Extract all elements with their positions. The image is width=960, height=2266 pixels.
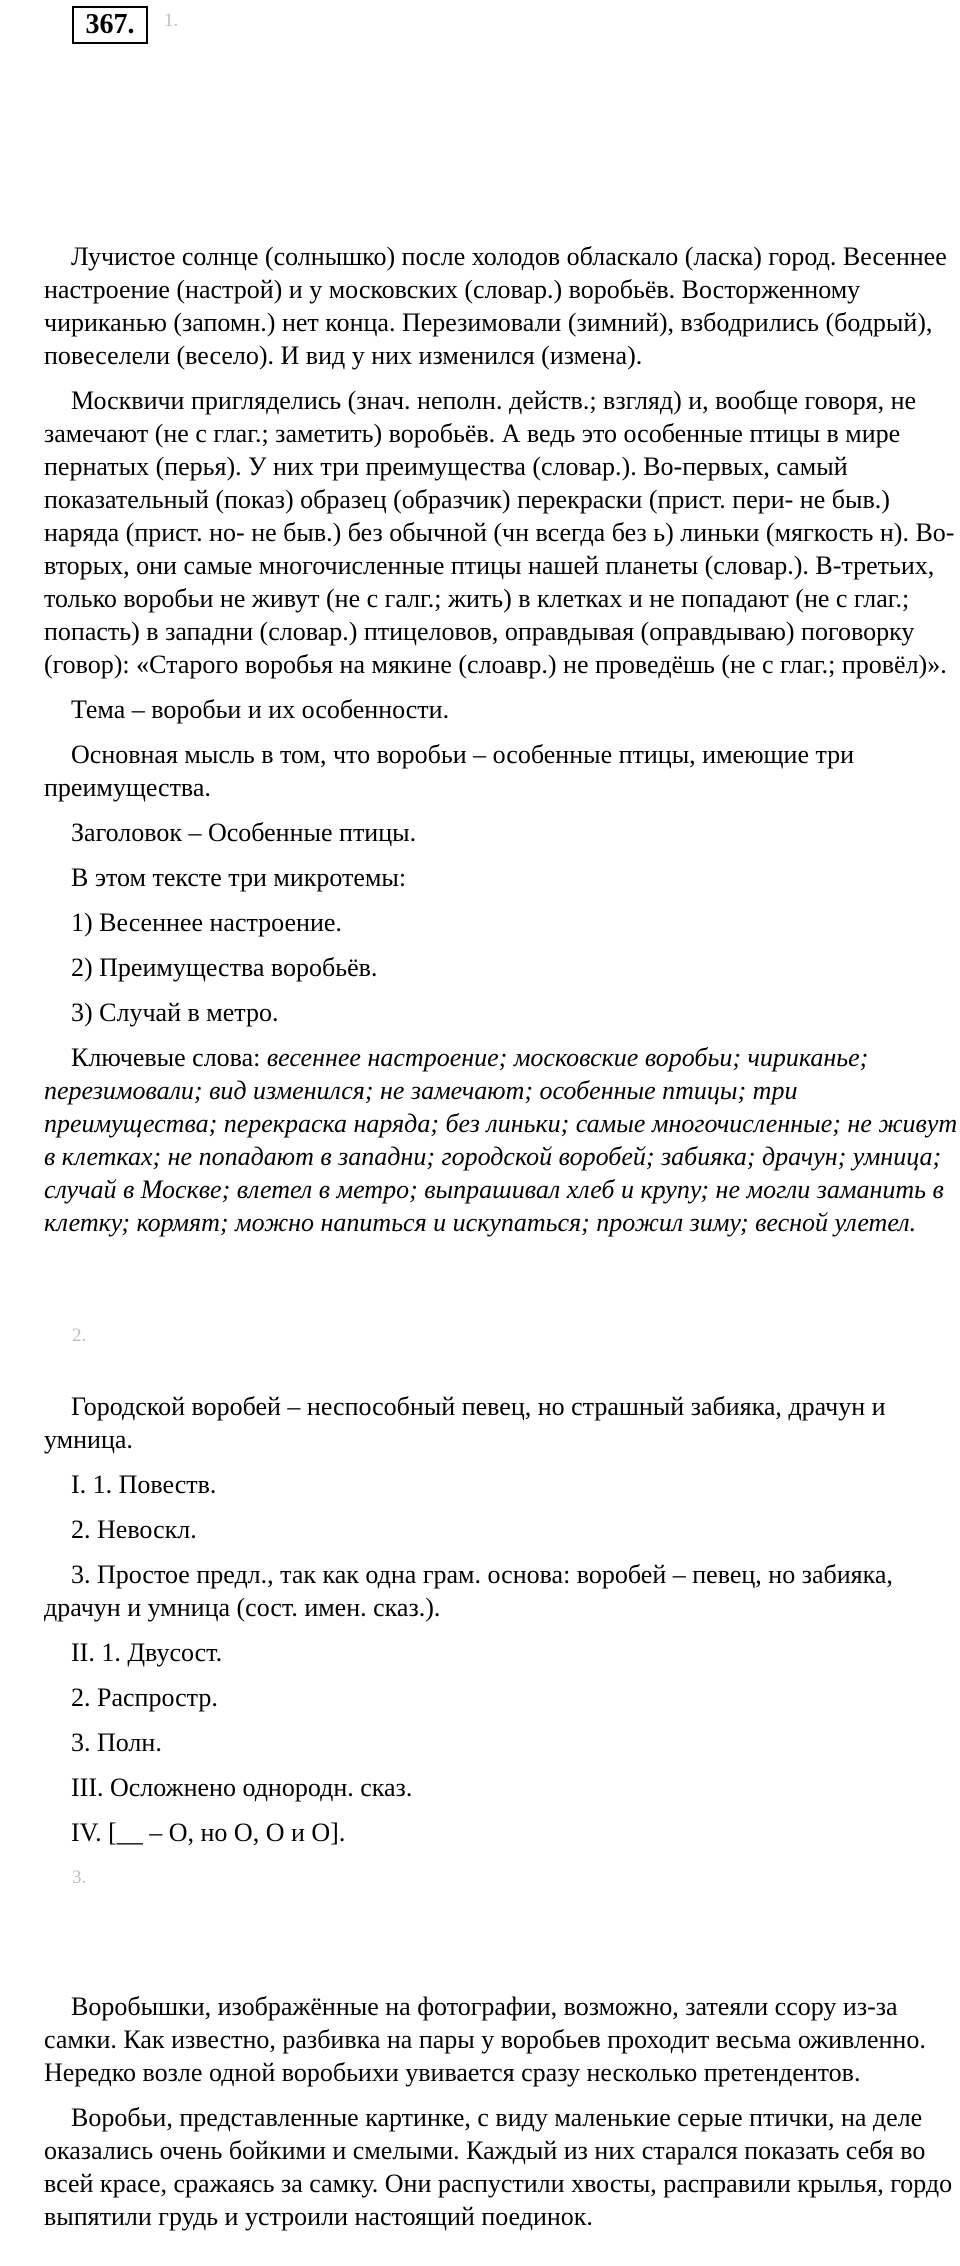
analysis-line: 2. Распростр.	[71, 1683, 218, 1712]
analysis-line: 2. Невоскл.	[71, 1515, 197, 1544]
part1-text	[44, 240, 958, 1251]
section-label-2: 2.	[72, 1325, 87, 1346]
analysis-line: III. Осложнено однородн. сказ.	[71, 1773, 413, 1802]
keywords-paragraph	[44, 1041, 958, 1239]
microtheme-item: 3) Случай в метро.	[71, 998, 279, 1027]
keywords-list: весеннее настроение; московские воробьи; чириканье; перезимовали; вид изменился; не замечают; особенные птицы; три преимущества; перекраска наряда; без линьки; самые многочисленные; не живут в клетках; не попадают в западни; городской воробей; забияка; драчун; умница; случай в Москве; влетел в метро; выпрашивал хлеб и крупу; не могли заманить в клетку; кормят; можно напиться и искупаться; прожил зиму; весной улетел.	[44, 1043, 958, 1237]
analysis-line: 3. Простое предл., так как одна грам. основа: воробей – певец, но забияка, драчун и умница (сост. имен. сказ.).	[44, 1560, 893, 1622]
part3-text	[44, 1990, 958, 2245]
heading-line: Заголовок – Особенные птицы.	[71, 818, 417, 847]
keywords-label: Ключевые слова:	[71, 1043, 261, 1072]
analysis-line: 3. Полн.	[71, 1728, 162, 1757]
main-idea: Основная мысль в том, что воробьи – особенные птицы, имеющие три преимущества.	[44, 740, 855, 802]
section-label-3: 3.	[72, 1867, 87, 1888]
task-number: 367.	[72, 6, 148, 44]
analysis-line: I. 1. Повеств.	[71, 1470, 217, 1499]
microthemes-intro: В этом тексте три микротемы:	[71, 863, 407, 892]
analysis-line: II. 1. Двусост.	[71, 1638, 223, 1667]
microtheme-item: 2) Преимущества воробьёв.	[71, 953, 378, 982]
section-label-1: 1.	[164, 10, 179, 31]
analysis-line: IV. [__ – О, но О, О и О].	[71, 1818, 346, 1847]
part1-paragraph: Лучистое солнце (солнышко) после холодов обласкало (ласка) город. Весеннее настроение (настрой) и у московских (словар.) воробьёв. Восторженному чириканью (запомн.) нет конца. Перезимовали (зимний), взбодрились (бодрый), повеселели (весело). И вид у них изменился (измена).	[44, 242, 947, 370]
part2-text	[44, 1390, 958, 1861]
part1-paragraph: Москвичи пригляделись (знач. неполн. действ.; взгляд) и, вообще говоря, не замечают (не с глаг.; заметить) воробьёв. А ведь это особенные птицы в мире пернатых (перья). У них три преимущества (словар.). Во-первых, самый показательный (показ) образец (образчик) перекраски (прист. пери- не быв.) наряда (прист. но- не быв.) без обычной (чн всегда без ь) линьки (мягкость н). Во-вторых, они самые многочисленные птицы нашей планеты (словар.). В-третьих, только воробьи не живут (не с галг.; жить) в клетках и не попадают (не с глаг.; попасть) в западни (словар.) птицеловов, оправдывая (оправдываю) поговорку (говор): «Старого воробья на мякине (слоавр.) не проведёшь (не с глаг.; провёл)».	[44, 386, 955, 679]
part3-paragraph: Воробьи, представленные картинке, с виду маленькие серые птички, на деле оказались очень бойкими и смелыми. Каждый из них старался показать себя во всей красе, сражаясь за самку. Они распустили хвосты, расправили крылья, гордо выпятили грудь и устроили настоящий поединок.	[44, 2103, 953, 2231]
analysed-sentence: Городской воробей – неспособный певец, но страшный забияка, драчун и умница.	[44, 1392, 886, 1454]
microtheme-item: 1) Весеннее настроение.	[71, 908, 342, 937]
theme-line: Тема – воробьи и их особенности.	[71, 695, 450, 724]
part3-paragraph: Воробышки, изображённые на фотографии, возможно, затеяли ссору из-за самки. Как известно, разбивка на пары у воробьев проходит весьма оживленно. Нередко возле одной воробьихи увивается сразу несколько претендентов.	[44, 1992, 926, 2087]
